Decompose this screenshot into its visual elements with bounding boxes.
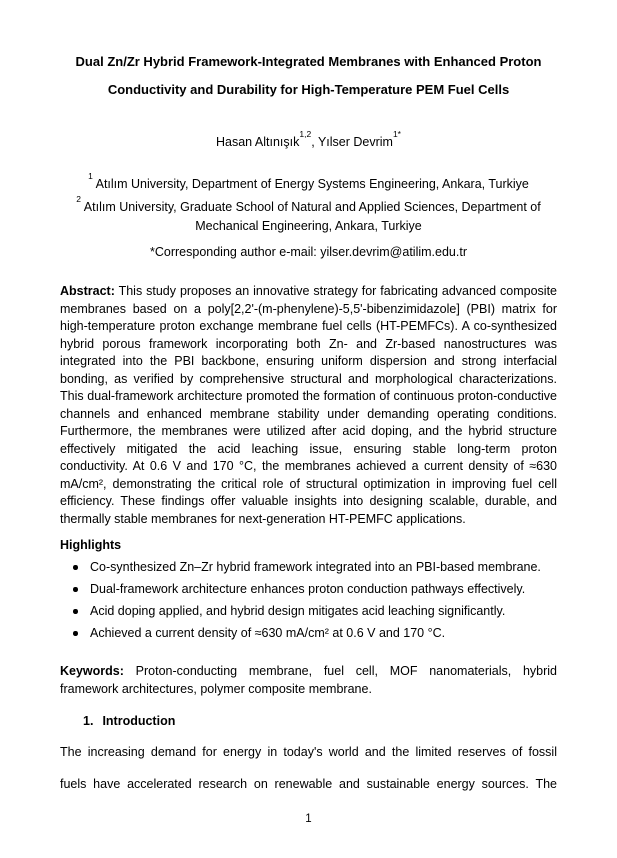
affiliation-2-line-1 <box>60 194 557 217</box>
highlight-item <box>60 558 557 576</box>
paper-title-line-1: Dual Zn/Zr Hybrid Framework-Integrated Membranes with Enhanced Proton <box>75 54 542 69</box>
author-name-1: Hasan Altınışık <box>216 135 300 150</box>
affiliation-2-text: Atılım University, Graduate School of Natural and Applied Sciences, Department of <box>81 200 541 215</box>
bullet-icon <box>73 631 78 636</box>
author-affiliation-marker-2: 1* <box>392 128 401 139</box>
bullet-icon <box>73 609 78 614</box>
highlights-list <box>60 558 557 642</box>
abstract-text: This study proposes an innovative strategy for fabricating advanced composite membranes based on a poly[2,2'-(m-phenylene)-5,5'-bibenzimidazole] (PBI) matrix for high-temperature proton exchange membrane fuel cells (HT-PEMFCs). A co-synthesized hybrid porous framework incorporating both Zn- and Zr-based nanostructures was integrated into the PBI backbone, ensuring uniform dispersion and strong interfacial bonding, as verified by comprehensive structural and morphological characterizations. This dual-framework architecture promoted the formation of continuous proton-conductive channels and enhanced membrane stability under demanding operating conditions. Furthermore, the membranes were utilized after acid doping, and the hybrid structure effectively mitigated the acid leaching issue, ensuring stable long-term proton conductivity. At 0.6 V and 170 °C, the membranes achieved a current density of ≈630 mA/cm², demonstrating the critical role of structural optimization in improving fuel cell efficiency. These findings offer valuable insights into designing scalable, durable, and thermally stable membranes for next-generation HT-PEMFC applications. <box>60 284 557 526</box>
section-number: 1. <box>83 714 94 729</box>
abstract-label: Abstract: <box>60 284 115 299</box>
highlight-item-text: Co-synthesized Zn–Zr hybrid framework integrated into an PBI-based membrane. <box>90 560 541 575</box>
abstract-paragraph <box>60 283 557 528</box>
affiliation-1-marker: 1 <box>88 170 93 181</box>
author-separator: , <box>311 135 318 150</box>
highlight-item-text: Acid doping applied, and hybrid design mitigates acid leaching significantly. <box>90 604 506 619</box>
authors-line <box>60 129 557 151</box>
affiliation-1 <box>60 171 557 194</box>
highlights-heading: Highlights <box>60 538 122 553</box>
introduction-line-1: The increasing demand for energy in today's world and the limited reserves of fossil <box>60 745 557 760</box>
bullet-icon <box>73 565 78 570</box>
affiliation-2-line-2: Mechanical Engineering, Ankara, Turkiye <box>195 219 422 234</box>
introduction-line-2: fuels have accelerated research on renewable and sustainable energy sources. The <box>60 777 557 792</box>
author-affiliation-marker-1: 1,2 <box>299 128 312 139</box>
highlight-item <box>60 602 557 620</box>
affiliation-2-marker: 2 <box>76 193 81 204</box>
introduction-paragraph <box>60 736 557 800</box>
keywords-label: Keywords: <box>60 664 124 679</box>
highlight-item-text: Dual-framework architecture enhances proton conduction pathways effectively. <box>90 582 526 597</box>
paper-title-line-2: Conductivity and Durability for High-Temperature PEM Fuel Cells <box>107 82 510 97</box>
section-title: Introduction <box>102 714 176 729</box>
keywords-text: Proton-conducting membrane, fuel cell, MOF nanomaterials, hybrid framework architectures, polymer composite membrane. <box>60 664 557 697</box>
highlight-item-text: Achieved a current density of ≈630 mA/cm² at 0.6 V and 170 °C. <box>90 626 446 641</box>
paper-title <box>60 48 557 104</box>
section-heading-introduction <box>60 712 557 730</box>
page-number: 1 <box>305 813 312 825</box>
author-name-2: Yılser Devrim <box>317 135 393 150</box>
affiliations-block <box>60 171 557 236</box>
highlight-item <box>60 624 557 642</box>
highlight-item <box>60 580 557 598</box>
affiliation-1-text: Atılım University, Department of Energy Systems Engineering, Ankara, Turkiye <box>92 177 529 192</box>
corresponding-author-line: *Corresponding author e-mail: yilser.devrim@atilim.edu.tr <box>150 245 467 260</box>
bullet-icon <box>73 587 78 592</box>
keywords-paragraph <box>60 662 557 698</box>
